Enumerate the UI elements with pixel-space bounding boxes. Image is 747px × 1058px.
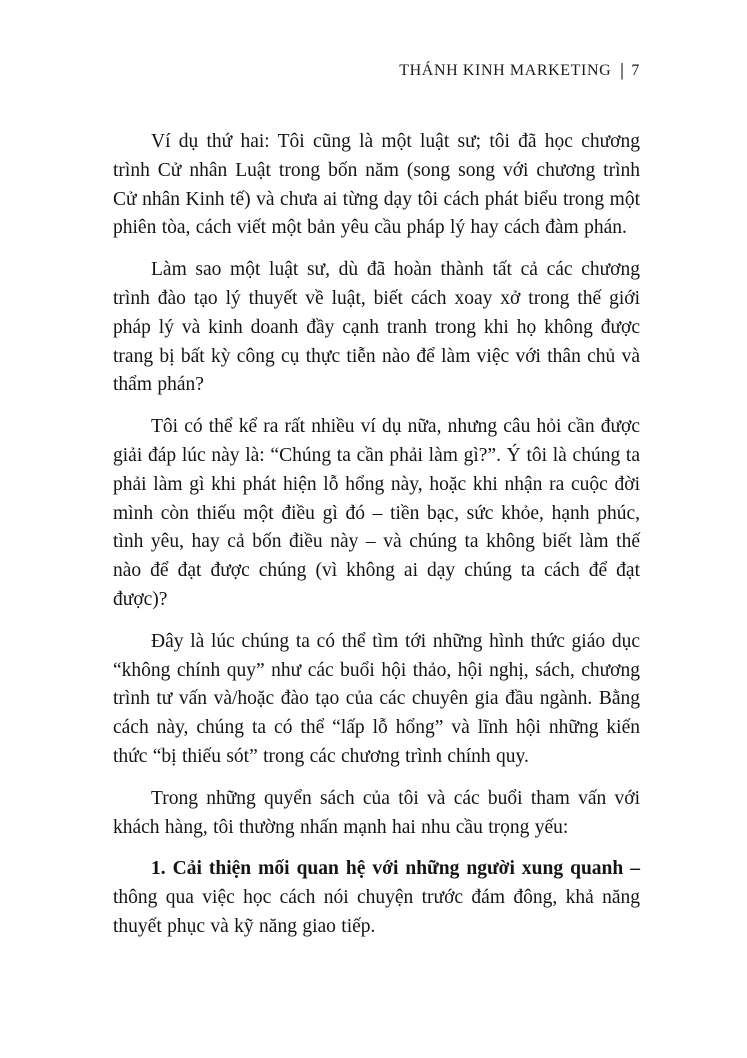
page-number: 7 xyxy=(631,62,640,79)
list-item-one-text: thông qua việc học cách nói chuyện trước đám đông, khả năng thuyết phục và kỹ năng giao tiếp. xyxy=(113,887,640,937)
page-header xyxy=(113,62,640,80)
list-item-one-lead: 1. Cải thiện mối quan hệ với những người xung quanh – xyxy=(151,858,640,880)
paragraph-list-item-one xyxy=(113,855,640,941)
paragraph-lawyer-question: Làm sao một luật sư, dù đã hoàn thành tất cả các chương trình đào tạo lý thuyết về luật, biết cách xoay xở trong thế giới pháp lý và kinh doanh đầy cạnh tranh trong khi họ không được trang bị bất kỳ công cụ thực tiễn nào để làm việc với thân chủ và thẩm phán? xyxy=(113,259,640,396)
running-title: THÁNH KINH MARKETING xyxy=(399,62,612,79)
page-body xyxy=(113,128,640,942)
header-separator: | xyxy=(620,60,625,81)
paragraph-example-two: Ví dụ thứ hai: Tôi cũng là một luật sư; tôi đã học chương trình Cử nhân Luật trong bốn năm (song song với chương trình Cử nhân Kinh tế) và chưa ai từng dạy tôi cách phát biểu trong một phiên tòa, cách viết một bản yêu cầu pháp lý hay cách đàm phán. xyxy=(113,131,640,239)
paragraph-informal-education: Đây là lúc chúng ta có thể tìm tới những hình thức giáo dục “không chính quy” như các buổi hội thảo, hội nghị, sách, chương trình tư vấn và/hoặc đào tạo của các chuyên gia đầu ngành. Bằng cách này, chúng ta có thể “lấp lỗ hổng” và lĩnh hội những kiến thức “bị thiếu sót” trong các chương trình chính quy. xyxy=(113,630,640,767)
paragraph-two-needs-intro: Trong những quyển sách của tôi và các buổi tham vấn với khách hàng, tôi thường nhấn mạnh hai nhu cầu trọng yếu: xyxy=(113,787,640,838)
paragraph-what-to-do: Tôi có thể kể ra rất nhiều ví dụ nữa, nhưng câu hỏi cần được giải đáp lúc này là: “Chúng ta cần phải làm gì?”. Ý tôi là chúng ta phải làm gì khi phát hiện lỗ hổng này, hoặc khi nhận ra cuộc đời mình còn thiếu một điều gì đó – tiền bạc, sức khỏe, hạnh phúc, tình yêu, hay cả bốn điều này – và chúng ta không biết làm thế nào để đạt được chúng (vì không ai dạy chúng ta cách để đạt được)? xyxy=(113,416,640,610)
